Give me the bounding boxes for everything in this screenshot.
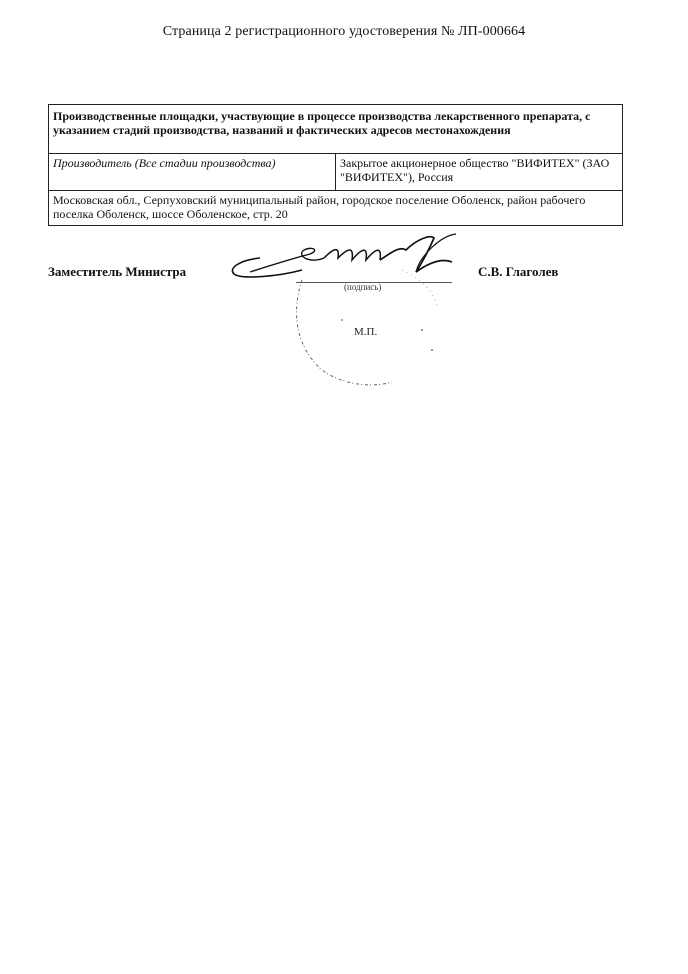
manufacturer-name-cell: Закрытое акционерное общество "ВИФИТЕХ" (ЗАО "ВИФИТЕХ"), Россия — [336, 154, 623, 191]
production-sites-table — [48, 104, 623, 226]
signature-caption: (подпись) — [344, 282, 382, 292]
signature-block — [48, 260, 623, 290]
signer-name: С.В. Глаголев — [478, 264, 559, 279]
signer-title: Заместитель Министра — [48, 264, 187, 279]
table-row — [49, 105, 623, 154]
manufacturer-role-cell: Производитель (Все стадии производства) — [49, 154, 336, 191]
table-row — [49, 154, 623, 191]
table-row — [49, 191, 623, 226]
page-title: Страница 2 регистрационного удостоверения № ЛП-000664 — [162, 24, 526, 39]
seal-label: М.П. — [354, 326, 378, 338]
table-header-cell: Производственные площадки, участвующие в процессе производства лекарственного препарата, с указанием стадий производства, названий и фактических адресов местонахождения — [49, 105, 623, 154]
manufacturer-address-cell: Московская обл., Серпуховский муниципальный район, городское поселение Оболенск, район рабочего поселка Оболенск, шоссе Оболенское, стр. 20 — [49, 191, 623, 226]
